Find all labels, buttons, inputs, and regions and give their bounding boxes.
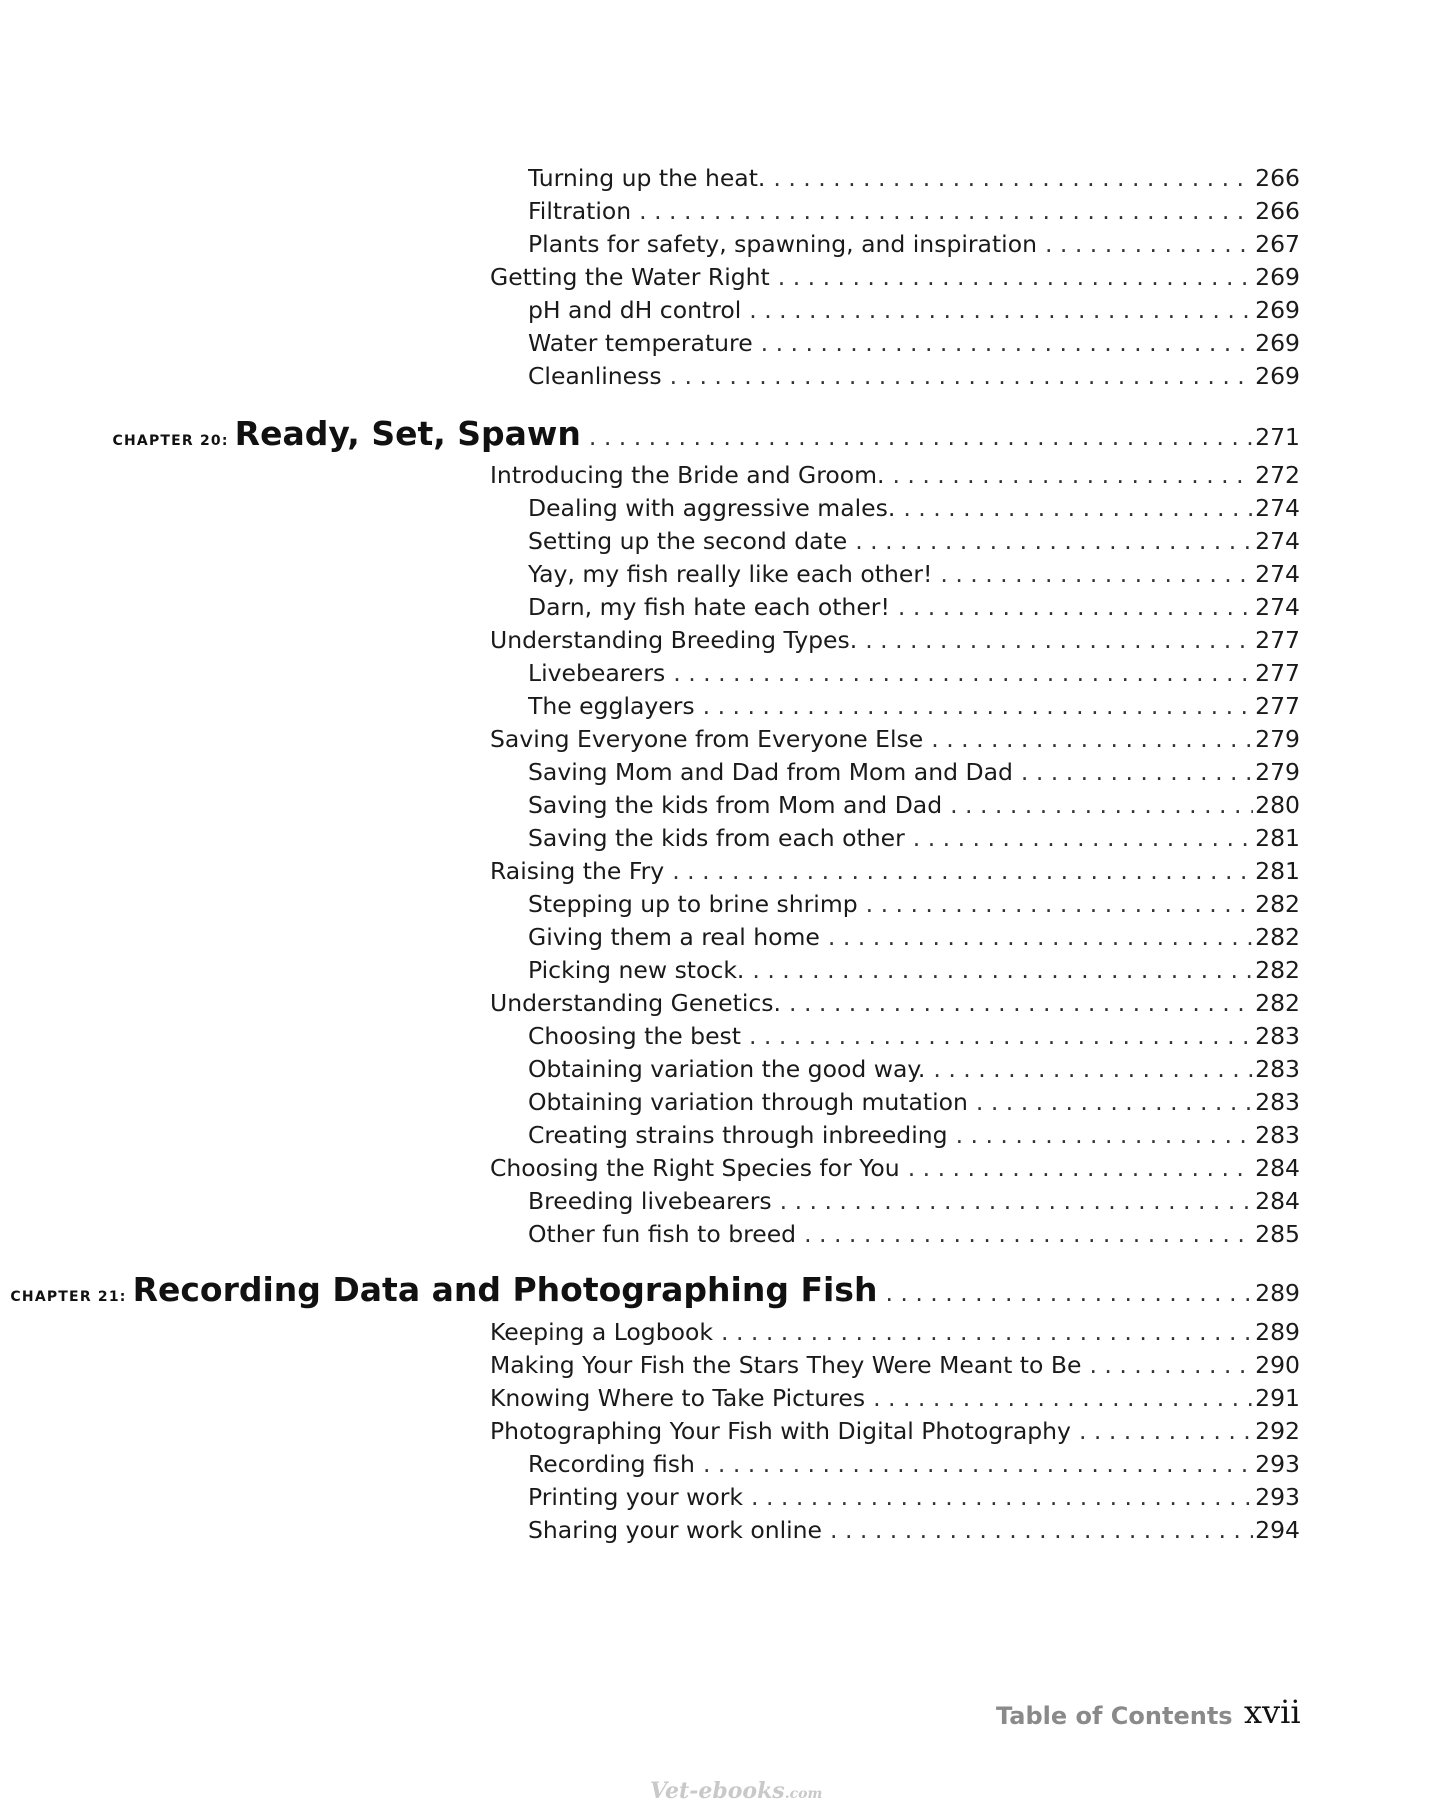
page-number: xvii <box>1244 1693 1301 1731</box>
chapter-page: 271 <box>1255 423 1300 451</box>
toc-entry-title: Obtaining variation through mutation <box>528 1088 968 1116</box>
toc-entry <box>490 1417 1300 1449</box>
toc-entry <box>490 725 1300 757</box>
dot-leader <box>822 1516 1253 1544</box>
toc-entry-title: Livebearers <box>528 659 666 687</box>
toc-entry-title: Recording fish <box>528 1450 695 1478</box>
toc-entry <box>528 560 1300 592</box>
toc-entry-title: Water temperature <box>528 329 753 357</box>
toc-entry <box>490 1351 1300 1383</box>
toc-entry-page: 274 <box>1255 494 1300 522</box>
dot-leader <box>820 923 1253 951</box>
toc-entry <box>528 692 1300 724</box>
watermark-logo <box>650 1778 822 1804</box>
toc-entry-page: 274 <box>1255 527 1300 555</box>
dot-leader <box>923 725 1253 753</box>
dot-leader <box>932 560 1253 588</box>
toc-entry <box>528 1055 1300 1087</box>
toc-entry-page: 293 <box>1255 1483 1300 1511</box>
toc-entry-title: Raising the Fry <box>490 857 665 885</box>
dot-leader <box>695 692 1253 720</box>
dot-leader <box>942 791 1253 819</box>
toc-entry-title: Picking new stock. <box>528 956 745 984</box>
dot-leader <box>662 362 1254 390</box>
dot-leader <box>796 1220 1253 1248</box>
dot-leader <box>741 296 1253 324</box>
dot-leader <box>713 1318 1253 1346</box>
toc-entry-title: Setting up the second date <box>528 527 848 555</box>
toc-entry <box>490 1384 1300 1416</box>
toc-entry-title: Breeding livebearers <box>528 1187 772 1215</box>
toc-entry-page: 294 <box>1255 1516 1300 1544</box>
toc-entry-title: Darn, my fish hate each other! <box>528 593 890 621</box>
toc-entry <box>528 659 1300 691</box>
toc-entry-page: 283 <box>1255 1121 1300 1149</box>
toc-entry-page: 282 <box>1255 956 1300 984</box>
toc-entry <box>490 989 1300 1021</box>
toc-entry-title: Saving the kids from each other <box>528 824 905 852</box>
toc-entry-title: Filtration <box>528 197 632 225</box>
toc-entry <box>528 791 1300 823</box>
toc-entry-page: 280 <box>1255 791 1300 819</box>
chapter-title: Ready, Set, Spawn <box>234 414 581 453</box>
toc-entry <box>490 1318 1300 1350</box>
toc-entry-page: 277 <box>1255 659 1300 687</box>
dot-leader <box>664 857 1253 885</box>
toc-entry <box>528 494 1300 526</box>
dot-leader <box>1037 230 1253 258</box>
toc-entry <box>528 824 1300 856</box>
toc-entry-page: 284 <box>1255 1154 1300 1182</box>
running-footer-section: Table of Contents <box>996 1702 1233 1730</box>
toc-entry-title: Cleanliness <box>528 362 662 390</box>
toc-entry-title: Obtaining variation the good way. <box>528 1055 926 1083</box>
toc-entry-page: 285 <box>1255 1220 1300 1248</box>
chapter-label: CHAPTER 20: <box>112 433 229 449</box>
toc-entry <box>528 296 1300 328</box>
toc-entry-page: 283 <box>1255 1055 1300 1083</box>
toc-entry-title: Saving the kids from Mom and Dad <box>528 791 943 819</box>
toc-entry-page: 282 <box>1255 890 1300 918</box>
dot-leader <box>665 659 1253 687</box>
toc-entry-title: pH and dH control <box>528 296 742 324</box>
toc-entry <box>528 1121 1300 1153</box>
toc-entry-page: 283 <box>1255 1088 1300 1116</box>
dot-leader <box>631 197 1253 225</box>
chapter-heading <box>0 414 1300 460</box>
toc-entry-title: Knowing Where to Take Pictures <box>490 1384 866 1412</box>
dot-leader <box>772 1187 1254 1215</box>
toc-entry-page: 274 <box>1255 593 1300 621</box>
toc-entry <box>528 593 1300 625</box>
watermark-text: Vet-ebooks <box>650 1778 785 1804</box>
toc-entry-page: 269 <box>1255 263 1300 291</box>
toc-entry-title: Saving Everyone from Everyone Else <box>490 725 924 753</box>
toc-entry-title: Choosing the Right Species for You <box>490 1154 900 1182</box>
toc-entry-page: 267 <box>1255 230 1300 258</box>
dot-leader <box>905 824 1253 852</box>
dot-leader <box>781 989 1253 1017</box>
toc-entry <box>528 1450 1300 1482</box>
toc-entry-title: Other fun fish to breed <box>528 1220 797 1248</box>
toc-entry-title: Stepping up to brine shrimp <box>528 890 858 918</box>
toc-entry-page: 293 <box>1255 1450 1300 1478</box>
toc-entry-page: 279 <box>1255 758 1300 786</box>
toc-entry <box>528 1483 1300 1515</box>
dot-leader <box>695 1450 1253 1478</box>
toc-entry-title: Saving Mom and Dad from Mom and Dad <box>528 758 1013 786</box>
dot-leader <box>925 1055 1253 1083</box>
chapter-heading <box>0 1270 1300 1316</box>
toc-entry-page: 277 <box>1255 692 1300 720</box>
toc-entry <box>528 1220 1300 1252</box>
dot-leader <box>1081 1351 1253 1379</box>
dot-leader <box>858 890 1253 918</box>
dot-leader <box>900 1154 1253 1182</box>
toc-entry-title: Making Your Fish the Stars They Were Meant to Be <box>490 1351 1082 1379</box>
chapter-page: 289 <box>1255 1279 1300 1307</box>
dot-leader <box>743 1483 1253 1511</box>
toc-entry-page: 269 <box>1255 296 1300 324</box>
toc-entry <box>528 956 1300 988</box>
dot-leader <box>890 593 1253 621</box>
toc-entry-page: 266 <box>1255 197 1300 225</box>
toc-entry-title: Understanding Breeding Types. <box>490 626 858 654</box>
chapter-label: CHAPTER 21: <box>10 1289 127 1305</box>
toc-entry-page: 274 <box>1255 560 1300 588</box>
dot-leader <box>1071 1417 1253 1445</box>
toc-entry-page: 291 <box>1255 1384 1300 1412</box>
toc-entry-page: 282 <box>1255 989 1300 1017</box>
toc-entry <box>490 263 1300 295</box>
toc-entry-title: Printing your work <box>528 1483 744 1511</box>
toc-entry-page: 292 <box>1255 1417 1300 1445</box>
watermark-suffix: .com <box>784 1786 823 1802</box>
dot-leader <box>744 956 1253 984</box>
dot-leader <box>884 461 1253 489</box>
toc-entry <box>528 527 1300 559</box>
dot-leader <box>968 1088 1253 1116</box>
dot-leader <box>741 1022 1253 1050</box>
toc-entry-title: Keeping a Logbook <box>490 1318 714 1346</box>
toc-entry-page: 272 <box>1255 461 1300 489</box>
toc-entry <box>528 1516 1300 1548</box>
toc-entry-title: Photographing Your Fish with Digital Photography <box>490 1417 1071 1445</box>
toc-entry-page: 269 <box>1255 329 1300 357</box>
toc-entry-page: 290 <box>1255 1351 1300 1379</box>
chapter-title: Recording Data and Photographing Fish <box>132 1270 878 1309</box>
toc-entry-title: Creating strains through inbreeding <box>528 1121 948 1149</box>
toc-entry <box>528 164 1300 196</box>
dot-leader <box>1013 758 1253 786</box>
dot-leader <box>765 164 1253 192</box>
dot-leader <box>753 329 1253 357</box>
dot-leader <box>895 494 1253 522</box>
toc-entry-page: 289 <box>1255 1318 1300 1346</box>
toc-entry-title: The egglayers <box>528 692 695 720</box>
toc-entry-page: 284 <box>1255 1187 1300 1215</box>
toc-entry <box>528 758 1300 790</box>
toc-entry <box>528 1022 1300 1054</box>
toc-entry <box>490 626 1300 658</box>
toc-entry-page: 266 <box>1255 164 1300 192</box>
toc-entry <box>528 1187 1300 1219</box>
toc-entry-page: 269 <box>1255 362 1300 390</box>
toc-entry <box>528 923 1300 955</box>
toc-entry <box>490 857 1300 889</box>
toc-entry-title: Sharing your work online <box>528 1516 823 1544</box>
toc-entry-title: Giving them a real home <box>528 923 820 951</box>
toc-entry-page: 277 <box>1255 626 1300 654</box>
dot-leader <box>770 263 1253 291</box>
toc-entry <box>528 230 1300 262</box>
toc-entry-page: 282 <box>1255 923 1300 951</box>
toc-entry <box>528 197 1300 229</box>
dot-leader <box>581 423 1253 451</box>
toc-entry-page: 283 <box>1255 1022 1300 1050</box>
toc-entry-page: 279 <box>1255 725 1300 753</box>
dot-leader <box>847 527 1253 555</box>
toc-entry <box>490 461 1300 493</box>
toc-entry <box>528 890 1300 922</box>
toc-entry-title: Dealing with aggressive males. <box>528 494 896 522</box>
toc-entry-title: Plants for safety, spawning, and inspiration <box>528 230 1037 258</box>
dot-leader <box>865 1384 1253 1412</box>
toc-entry <box>528 1088 1300 1120</box>
toc-entry-title: Yay, my fish really like each other! <box>528 560 933 588</box>
dot-leader <box>857 626 1253 654</box>
toc-entry-title: Turning up the heat. <box>528 164 766 192</box>
toc-entry-title: Getting the Water Right <box>490 263 770 291</box>
toc-entry <box>490 1154 1300 1186</box>
toc-entry-title: Introducing the Bride and Groom. <box>490 461 885 489</box>
toc-entry <box>528 362 1300 394</box>
toc-entry <box>528 329 1300 361</box>
toc-entry-page: 281 <box>1255 857 1300 885</box>
dot-leader <box>948 1121 1254 1149</box>
toc-entry-page: 281 <box>1255 824 1300 852</box>
dot-leader <box>877 1279 1253 1307</box>
toc-entry-title: Understanding Genetics. <box>490 989 782 1017</box>
toc-entry-title: Choosing the best <box>528 1022 741 1050</box>
